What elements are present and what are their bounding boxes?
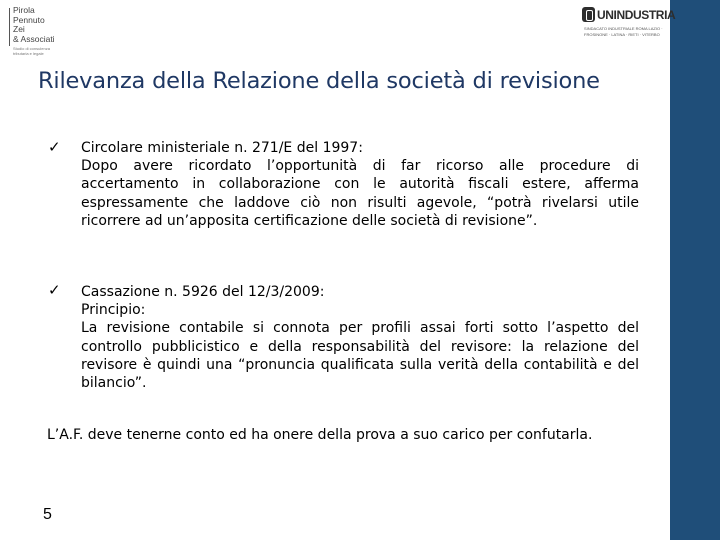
item-subheading: Principio:: [81, 302, 146, 319]
firm-logo-name: [13, 6, 55, 44]
item-body: Dopo avere ricordato l’opportunità di far ricorso alle procedure di accertamento in collaborazione con le autorità fiscali estere, afferma espressamente che laddove ciò non risulti agevole, “potrà rivelarsi utile ricorrere ad un’apposita certificazione delle società di revisione”.: [81, 158, 639, 229]
checkmark-icon: ✓: [48, 281, 61, 299]
logo-sub-line: tributaria e legale: [13, 51, 44, 56]
unindustria-logo: [578, 4, 676, 44]
item-circolare: [81, 139, 639, 230]
logo-line: Zei: [13, 24, 25, 34]
logo-line: Pennuto: [13, 14, 45, 25]
unindustria-subtitle: SINDACATO INDUSTRIALE ROMA LAZIO · FROSINONE · LATINA · RIETI · VITERBO: [584, 26, 663, 37]
item-heading: Cassazione n. 5926 del 12/3/2009:: [81, 284, 325, 300]
unindustria-emblem-icon: [582, 7, 595, 22]
right-accent-bar: [670, 0, 720, 540]
item-cassazione: [81, 283, 639, 392]
conclusion-text: L’A.F. deve tenerne conto ed ha onere della prova a suo carico per confutarla.: [47, 427, 593, 443]
checkmark-icon: ✓: [48, 138, 61, 156]
item-heading: Circolare ministeriale n. 271/E del 1997:: [81, 140, 363, 156]
firm-logo: [9, 6, 69, 58]
logo-divider: [9, 8, 10, 46]
logo-line: & Associati: [13, 33, 55, 44]
logo-line: Pirola: [13, 5, 35, 15]
slide-title: Rilevanza della Relazione della società di revisione: [38, 68, 600, 94]
item-body: La revisione contabile si connota per profili assai forti sotto l’aspetto del controllo pubblicistico e della responsabilità del revisore: la relazione del revisore è quindi una “pronuncia qualificata sulla verità della contabilità e del bilancio”.: [81, 320, 639, 392]
page-number: 5: [43, 506, 52, 523]
firm-logo-subtitle: [13, 46, 50, 56]
logo-sub-line: Studio di consulenza: [13, 46, 50, 51]
unindustria-brand: UNINDUSTRIA: [597, 8, 676, 22]
